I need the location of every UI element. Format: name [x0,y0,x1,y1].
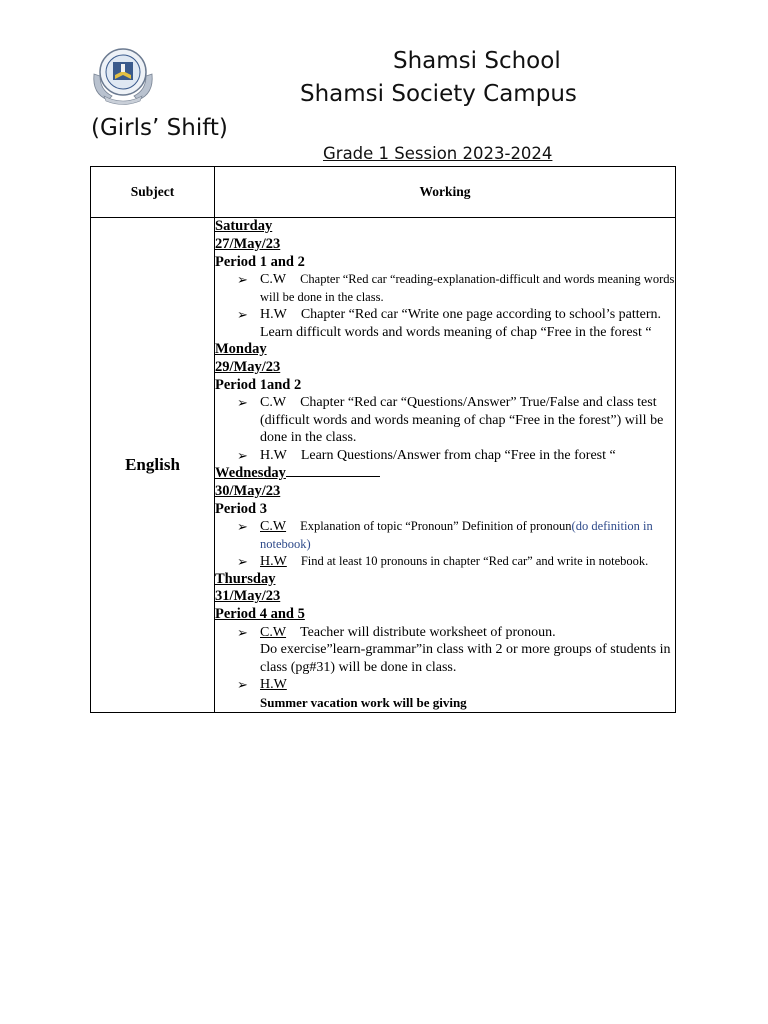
column-header-working: Working [215,167,676,218]
school-name: Shamsi School [393,48,561,74]
arrow-bullet-icon: ➢ [237,677,248,693]
campus-name: Shamsi Society Campus [300,81,577,107]
lesson-plan-table [90,166,676,713]
list-item [237,676,675,712]
cw-text: Chapter “Red car “reading-explanation-difficult and words meaning words will be done in the class. [260,272,675,304]
task-list [215,271,675,341]
list-item [237,447,675,464]
cw-text: Chapter “Red car “Questions/Answer” True/False and class test (difficult words and words meaning of chap “Free in the forest”) will be done in the class. [260,395,664,446]
hw-label: H.W [260,677,287,693]
shift-label: (Girls’ Shift) [91,115,228,141]
table-header-row [91,167,676,218]
day-date: 30/May/23 [215,482,281,499]
day-name: Saturday [215,218,273,234]
cw-text: Teacher will distribute worksheet of pronoun. [300,625,556,641]
cw-label: C.W [260,519,287,535]
arrow-bullet-icon: ➢ [237,272,248,288]
hw-label: H.W [260,307,287,323]
arrow-bullet-icon: ➢ [237,307,248,323]
day-date: 31/May/23 [215,588,281,605]
column-header-subject: Subject [91,167,215,218]
list-item [237,624,675,676]
cw-text-2: Do exercise”learn-grammar”in class with 2 or more groups of students in class (pg#31) will be done in class. [260,642,671,675]
arrow-bullet-icon: ➢ [237,395,248,411]
task-list [215,394,675,464]
day-period: Period 3 [215,500,267,517]
day-name: Wednesday [215,465,286,482]
arrow-bullet-icon: ➢ [237,519,248,535]
day-period: Period 4 and 5 [215,606,305,623]
day-date: 29/May/23 [215,358,281,375]
underline-rule [286,464,380,477]
day-period: Period 1 and 2 [215,253,305,270]
list-item [237,553,675,570]
cw-label: C.W [260,272,287,288]
day-name: Monday [215,341,267,358]
cw-label: C.W [260,625,287,641]
hw-label: H.W [260,554,287,570]
hw-text: Chapter “Red car “Write one page according to school’s pattern. Learn difficult words and words meaning of chap “Free in the forest “ [260,307,662,340]
working-cell [215,218,676,713]
list-item [237,271,675,306]
hw-text: Learn Questions/Answer from chap “Free in the forest “ [300,447,616,463]
list-item [237,394,675,446]
day-name-row [215,464,675,483]
subject-cell: English [91,218,215,713]
day-name: Thursday [215,570,276,587]
session-title: Grade 1 Session 2023-2024 [323,144,553,163]
hw-text: Find at least 10 pronouns in chapter “Red car” and write in notebook. [300,554,649,569]
arrow-bullet-icon: ➢ [237,554,248,570]
table-row [91,218,676,713]
task-list [215,624,675,712]
cw-label: C.W [260,395,287,411]
task-list [215,518,675,570]
list-item [237,306,675,341]
hw-label: H.W [260,447,287,463]
hw-text: Summer vacation work will be giving [260,694,467,710]
list-item [237,518,675,553]
cw-note: (do definition in notebook) [260,519,653,551]
arrow-bullet-icon: ➢ [237,447,248,463]
day-period: Period 1and 2 [215,376,302,393]
day-date: 27/May/23 [215,235,281,252]
arrow-bullet-icon: ➢ [237,625,248,641]
cw-text: Explanation of topic “Pronoun” Definition of pronoun [300,519,572,534]
school-logo [90,44,156,106]
